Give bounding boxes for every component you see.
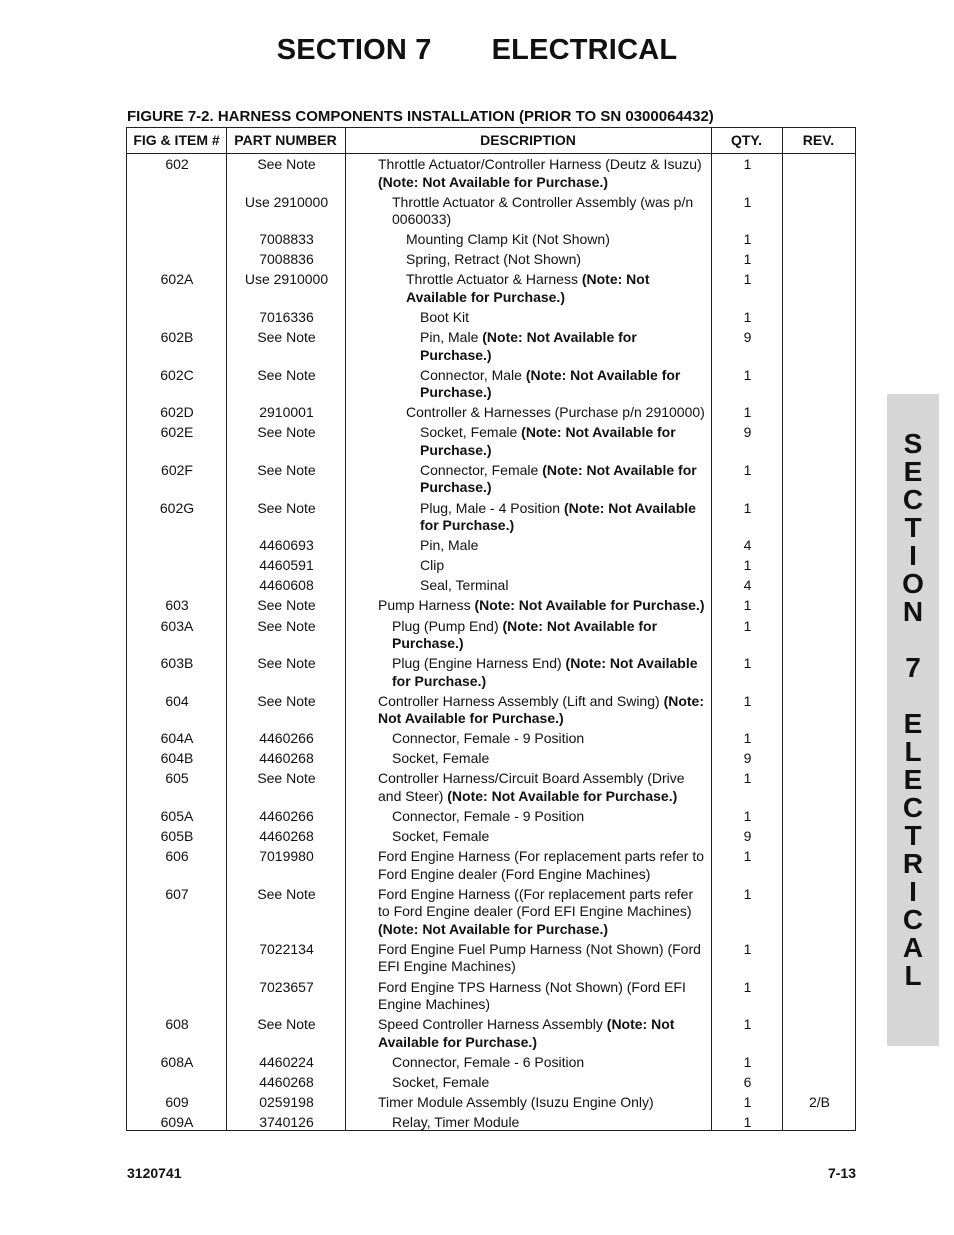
qty-cell: 1 (743, 808, 752, 825)
description-text: Controller Harness Assembly (Lift and Swing) (378, 692, 660, 709)
part-number-cell: See Note (257, 617, 316, 634)
section-name: ELECTRICAL (491, 34, 678, 66)
table-row (127, 750, 855, 770)
doc-number: 3120741 (127, 1165, 182, 1181)
qty-cell: 1 (743, 1053, 752, 1070)
fig-item-cell: 602B (160, 329, 194, 346)
description-text: Controller & Harnesses (Purchase p/n 2910000) (406, 404, 705, 421)
table-row (127, 537, 855, 557)
description-cell (346, 367, 712, 402)
fig-item-cell (127, 979, 227, 1014)
description-text: Socket, Female (420, 424, 518, 441)
table-row (127, 808, 855, 828)
description-cell (346, 329, 712, 364)
description-cell (346, 309, 712, 327)
description-text: Plug (Pump End) (392, 617, 499, 634)
description-text: Mounting Clamp Kit (Not Shown) (406, 231, 610, 248)
table-row (127, 1114, 855, 1134)
table-row (127, 462, 855, 500)
part-number-cell: 3740126 (259, 1114, 314, 1130)
description-text: Seal, Terminal (420, 577, 509, 594)
rev-cell: 2/B (808, 1093, 830, 1110)
qty-cell: 9 (743, 828, 752, 845)
fig-item-cell (127, 537, 227, 555)
qty-cell: 9 (743, 329, 752, 346)
description-text: Spring, Retract (Not Shown) (406, 251, 582, 268)
qty-cell: 1 (743, 1016, 752, 1033)
availability-note: (Note: Not Available for Purchase.) (420, 461, 697, 496)
parts-table (126, 127, 856, 1131)
part-number-cell: See Note (257, 424, 316, 441)
description-cell (346, 500, 712, 535)
qty-cell: 1 (743, 617, 752, 634)
qty-cell: 1 (743, 557, 752, 574)
qty-cell: 1 (743, 940, 752, 957)
part-number-cell: See Note (257, 597, 316, 614)
part-number-cell: 7008833 (259, 231, 314, 248)
description-cell (346, 941, 712, 976)
qty-cell: 1 (743, 404, 752, 421)
header-qty: QTY. (730, 132, 763, 148)
fig-item-cell (127, 231, 227, 249)
rev-cell (783, 367, 856, 402)
availability-note: (Note: Not Available for Purchase.) (420, 499, 696, 534)
rev-cell (783, 848, 856, 883)
description-cell (346, 537, 712, 555)
description-text: Controller Harness/Circuit Board Assembly (Drive and Steer) (378, 770, 685, 804)
fig-item-cell (127, 941, 227, 976)
header-rev: REV. (802, 132, 835, 148)
qty-cell: 1 (743, 461, 752, 478)
fig-item-cell: 608 (165, 1016, 189, 1033)
rev-cell (783, 462, 856, 497)
table-row (127, 848, 855, 886)
table-row (127, 251, 855, 271)
rev-cell (783, 1016, 856, 1051)
part-number-cell: See Note (257, 770, 316, 787)
rev-cell (783, 886, 856, 939)
part-number-cell: 4460266 (259, 730, 314, 747)
part-number-cell: 2910001 (259, 404, 314, 421)
table-row (127, 597, 855, 617)
side-tab-letter: 7 (905, 652, 921, 683)
part-number-cell: 4460224 (259, 1053, 314, 1070)
description-text: Timer Module Assembly (Isuzu Engine Only) (378, 1093, 654, 1110)
availability-note: (Note: Not Available for Purchase.) (420, 366, 681, 401)
fig-item-cell: 602A (160, 271, 194, 288)
fig-item-cell: 604B (160, 750, 194, 767)
qty-cell: 1 (743, 1114, 752, 1130)
description-cell (346, 848, 712, 883)
fig-item-cell: 605 (165, 770, 189, 787)
description-cell (346, 730, 712, 748)
rev-cell (783, 1074, 856, 1092)
qty-cell: 1 (743, 885, 752, 902)
description-text: Plug, Male - 4 Position (420, 499, 561, 516)
qty-cell: 4 (743, 577, 752, 594)
qty-cell: 1 (743, 193, 752, 210)
fig-item-cell (127, 251, 227, 269)
table-row (127, 231, 855, 251)
figure-title: FIGURE 7-2. HARNESS COMPONENTS INSTALLATION (PRIOR TO SN 0300064432) (127, 108, 714, 125)
rev-cell (783, 655, 856, 690)
qty-cell: 1 (743, 692, 752, 709)
side-tab-letters (887, 430, 939, 990)
rev-cell (783, 577, 856, 595)
fig-item-cell: 605A (160, 808, 194, 825)
side-tab-letter: E (903, 456, 923, 487)
availability-note: (Note: Not Available for Purchase.) (474, 597, 705, 614)
part-number-cell: 4460268 (259, 828, 314, 845)
part-number-cell: 4460268 (259, 1073, 314, 1090)
fig-item-cell (127, 577, 227, 595)
part-number-cell: See Note (257, 329, 316, 346)
description-cell (346, 557, 712, 575)
description-cell (346, 1054, 712, 1072)
header-fig-item: FIG & ITEM # (133, 132, 220, 148)
table-row (127, 941, 855, 979)
rev-cell (783, 194, 856, 229)
description-text: Pin, Male (420, 329, 479, 346)
rev-cell (783, 770, 856, 805)
rev-cell (783, 693, 856, 728)
fig-item-cell: 603A (160, 617, 194, 634)
description-cell (346, 194, 712, 229)
description-text: Socket, Female (392, 1073, 490, 1090)
side-tab-letter: I (909, 876, 917, 907)
rev-cell (783, 537, 856, 555)
qty-cell: 1 (743, 156, 752, 172)
description-text: Throttle Actuator & Harness (406, 271, 578, 288)
qty-cell: 1 (743, 271, 752, 288)
side-tab-letter: E (903, 764, 923, 795)
fig-item-cell: 608A (160, 1053, 194, 1070)
description-text: Boot Kit (420, 308, 470, 325)
description-cell (346, 231, 712, 249)
description-text: Clip (420, 557, 445, 574)
rev-cell (783, 271, 856, 306)
rev-cell (783, 557, 856, 575)
description-text: Connector, Male (420, 366, 526, 383)
fig-item-cell (127, 1074, 227, 1092)
side-tab-letter: A (902, 932, 924, 963)
fig-item-cell: 602 (165, 156, 189, 172)
rev-cell (783, 618, 856, 653)
rev-cell (783, 309, 856, 327)
qty-cell: 1 (743, 499, 752, 516)
fig-item-cell: 602E (160, 424, 194, 441)
table-row (127, 577, 855, 597)
description-text: Socket, Female (392, 828, 490, 845)
availability-note: (Note: Not Available for Purchase.) (392, 655, 698, 689)
fig-item-cell: 604 (165, 692, 189, 709)
header-description: DESCRIPTION (480, 132, 576, 148)
availability-note: (Note: Not Available for Purchase.) (420, 424, 676, 458)
description-text: Connector, Female - 9 Position (392, 730, 585, 747)
qty-cell: 9 (743, 424, 752, 441)
qty-cell: 6 (743, 1073, 752, 1090)
part-number-cell: See Note (257, 366, 316, 383)
rev-cell (783, 1114, 856, 1132)
description-text: Connector, Female - 9 Position (392, 808, 585, 825)
description-cell (346, 424, 712, 459)
qty-cell: 1 (743, 978, 752, 995)
section-title (0, 34, 954, 67)
description-text: Pin, Male (420, 537, 479, 554)
side-tab-letter (887, 682, 939, 710)
fig-item-cell: 605B (160, 828, 194, 845)
side-tab-letter: T (904, 512, 922, 543)
description-text: Pump Harness (378, 597, 471, 614)
table-row (127, 1054, 855, 1074)
description-text: Ford Engine Fuel Pump Harness (Not Shown) (Ford EFI Engine Machines) (378, 940, 701, 975)
table-row (127, 655, 855, 693)
description-cell (346, 1074, 712, 1092)
description-cell (346, 618, 712, 653)
table-row (127, 424, 855, 462)
table-row (127, 367, 855, 405)
part-number-cell: 4460268 (259, 750, 314, 767)
table-row (127, 1074, 855, 1094)
description-text: Connector, Female (420, 461, 539, 478)
part-number-cell: 7016336 (259, 308, 314, 325)
description-cell (346, 462, 712, 497)
qty-cell: 1 (743, 770, 752, 787)
rev-cell (783, 941, 856, 976)
table-row (127, 770, 855, 808)
description-cell (346, 886, 712, 939)
rev-cell (783, 730, 856, 748)
description-text: Plug (Engine Harness End) (392, 655, 562, 672)
rev-cell (783, 424, 856, 459)
part-number-cell: See Note (257, 655, 316, 672)
rev-cell (783, 329, 856, 364)
side-tab-letter: C (902, 484, 924, 515)
qty-cell: 1 (743, 848, 752, 865)
description-cell (346, 1114, 712, 1132)
section-side-tab (887, 394, 939, 1046)
table-row (127, 404, 855, 424)
availability-note: (Note: Not Available for Purchase.) (378, 692, 704, 727)
rev-cell (783, 156, 856, 191)
part-number-cell: See Note (257, 692, 316, 709)
part-number-cell: 4460591 (259, 557, 314, 574)
rev-cell (783, 750, 856, 768)
fig-item-cell: 609 (165, 1093, 189, 1110)
table-row (127, 1094, 855, 1114)
description-cell (346, 979, 712, 1014)
side-tab-letter: O (902, 568, 924, 599)
part-number-cell: Use 2910000 (244, 193, 329, 210)
description-cell (346, 750, 712, 768)
rev-cell (783, 979, 856, 1014)
side-tab-letter: I (909, 540, 917, 571)
table-row (127, 194, 855, 232)
description-text: Throttle Actuator & Controller Assembly (was p/n 0060033) (392, 193, 694, 228)
fig-item-cell: 602G (159, 499, 195, 516)
fig-item-cell: 604A (160, 730, 194, 747)
rev-cell (783, 251, 856, 269)
description-cell (346, 404, 712, 422)
qty-cell: 1 (743, 730, 752, 747)
header-divider (127, 153, 855, 154)
availability-note: (Note: Not Available for Purchase.) (420, 329, 637, 363)
side-tab-letter: S (903, 428, 923, 459)
rev-cell (783, 597, 856, 615)
part-number-cell: 4460608 (259, 577, 314, 594)
description-cell (346, 1016, 712, 1051)
table-row (127, 500, 855, 538)
fig-item-cell: 602F (161, 461, 193, 478)
table-row (127, 693, 855, 731)
qty-cell: 1 (743, 251, 752, 268)
side-tab-letter: L (904, 736, 922, 767)
fig-item-cell: 607 (165, 885, 189, 902)
description-text: Connector, Female - 6 Position (392, 1053, 585, 1070)
part-number-cell: 7019980 (259, 848, 314, 865)
description-cell (346, 251, 712, 269)
qty-cell: 1 (743, 231, 752, 248)
qty-cell: 4 (743, 537, 752, 554)
fig-item-cell (127, 194, 227, 229)
part-number-cell: See Note (257, 885, 316, 902)
qty-cell: 9 (743, 750, 752, 767)
description-cell (346, 693, 712, 728)
side-tab-letter: N (902, 596, 924, 627)
table-row (127, 309, 855, 329)
description-text: Relay, Timer Module (392, 1114, 520, 1130)
description-cell (346, 808, 712, 826)
part-number-cell: 7022134 (259, 940, 314, 957)
fig-item-cell: 602D (160, 404, 194, 421)
qty-cell: 1 (743, 597, 752, 614)
rev-cell (783, 808, 856, 826)
side-tab-letter (887, 626, 939, 654)
part-number-cell: See Note (257, 499, 316, 516)
part-number-cell: See Note (257, 156, 316, 172)
description-text: Throttle Actuator/Controller Harness (Deutz & Isuzu) (378, 156, 702, 172)
description-cell (346, 156, 712, 191)
availability-note: (Note: Not Available for Purchase.) (378, 920, 609, 937)
side-tab-letter: T (904, 820, 922, 851)
availability-note: (Note: Not Available for Purchase.) (406, 271, 650, 305)
description-text: Socket, Female (392, 750, 490, 767)
side-tab-letter: C (902, 792, 924, 823)
table-row (127, 886, 855, 941)
fig-item-cell: 602C (160, 366, 194, 383)
availability-note: (Note: Not Available for Purchase.) (378, 173, 609, 190)
availability-note: (Note: Not Available for Purchase.) (447, 787, 678, 804)
header-part-number: PART NUMBER (234, 132, 337, 148)
fig-item-cell (127, 557, 227, 575)
description-text: Speed Controller Harness Assembly (378, 1016, 603, 1033)
availability-note: (Note: Not Available for Purchase.) (392, 617, 658, 651)
part-number-cell: 7008836 (259, 251, 314, 268)
rev-cell (783, 231, 856, 249)
description-cell (346, 577, 712, 595)
fig-item-cell: 603 (165, 597, 189, 614)
fig-item-cell: 603B (160, 655, 194, 672)
qty-cell: 1 (743, 655, 752, 672)
rev-cell (783, 1054, 856, 1072)
description-cell (346, 1094, 712, 1112)
fig-item-cell: 606 (165, 848, 189, 865)
part-number-cell: See Note (257, 461, 316, 478)
rev-cell (783, 404, 856, 422)
side-tab-letter: R (902, 848, 924, 879)
part-number-cell: Use 2910000 (244, 271, 329, 288)
table-row (127, 979, 855, 1017)
description-text: Ford Engine Harness ((For replacement parts refer to Ford Engine dealer (Ford EFI Engine Machines) (378, 885, 694, 920)
part-number-cell: 4460693 (259, 537, 314, 554)
description-text: Ford Engine TPS Harness (Not Shown) (Ford EFI Engine Machines) (378, 978, 686, 1013)
page-number: 7-13 (827, 1165, 856, 1181)
description-cell (346, 770, 712, 805)
qty-cell: 1 (743, 308, 752, 325)
part-number-cell: 0259198 (259, 1093, 314, 1110)
table-row (127, 557, 855, 577)
side-tab-letter: L (904, 960, 922, 991)
table-row (127, 618, 855, 656)
part-number-cell: 4460266 (259, 808, 314, 825)
part-number-cell: 7023657 (259, 978, 314, 995)
fig-item-cell (127, 309, 227, 327)
table-row (127, 156, 855, 194)
availability-note: (Note: Not Available for Purchase.) (378, 1016, 675, 1050)
rev-cell (783, 500, 856, 535)
fig-item-cell: 609A (160, 1114, 194, 1130)
description-text: Ford Engine Harness (For replacement parts refer to Ford Engine dealer (Ford Engine Machines) (378, 848, 705, 882)
qty-cell: 1 (743, 1093, 752, 1110)
rev-cell (783, 828, 856, 846)
description-cell (346, 655, 712, 690)
side-tab-letter: E (903, 708, 923, 739)
table-row (127, 730, 855, 750)
description-cell (346, 828, 712, 846)
description-cell (346, 271, 712, 306)
table-row (127, 271, 855, 309)
section-label: SECTION 7 (276, 34, 432, 66)
table-body (127, 156, 855, 1134)
table-row (127, 1016, 855, 1054)
part-number-cell: See Note (257, 1016, 316, 1033)
table-row (127, 329, 855, 367)
qty-cell: 1 (743, 366, 752, 383)
side-tab-letter: C (902, 904, 924, 935)
description-cell (346, 597, 712, 615)
table-row (127, 828, 855, 848)
